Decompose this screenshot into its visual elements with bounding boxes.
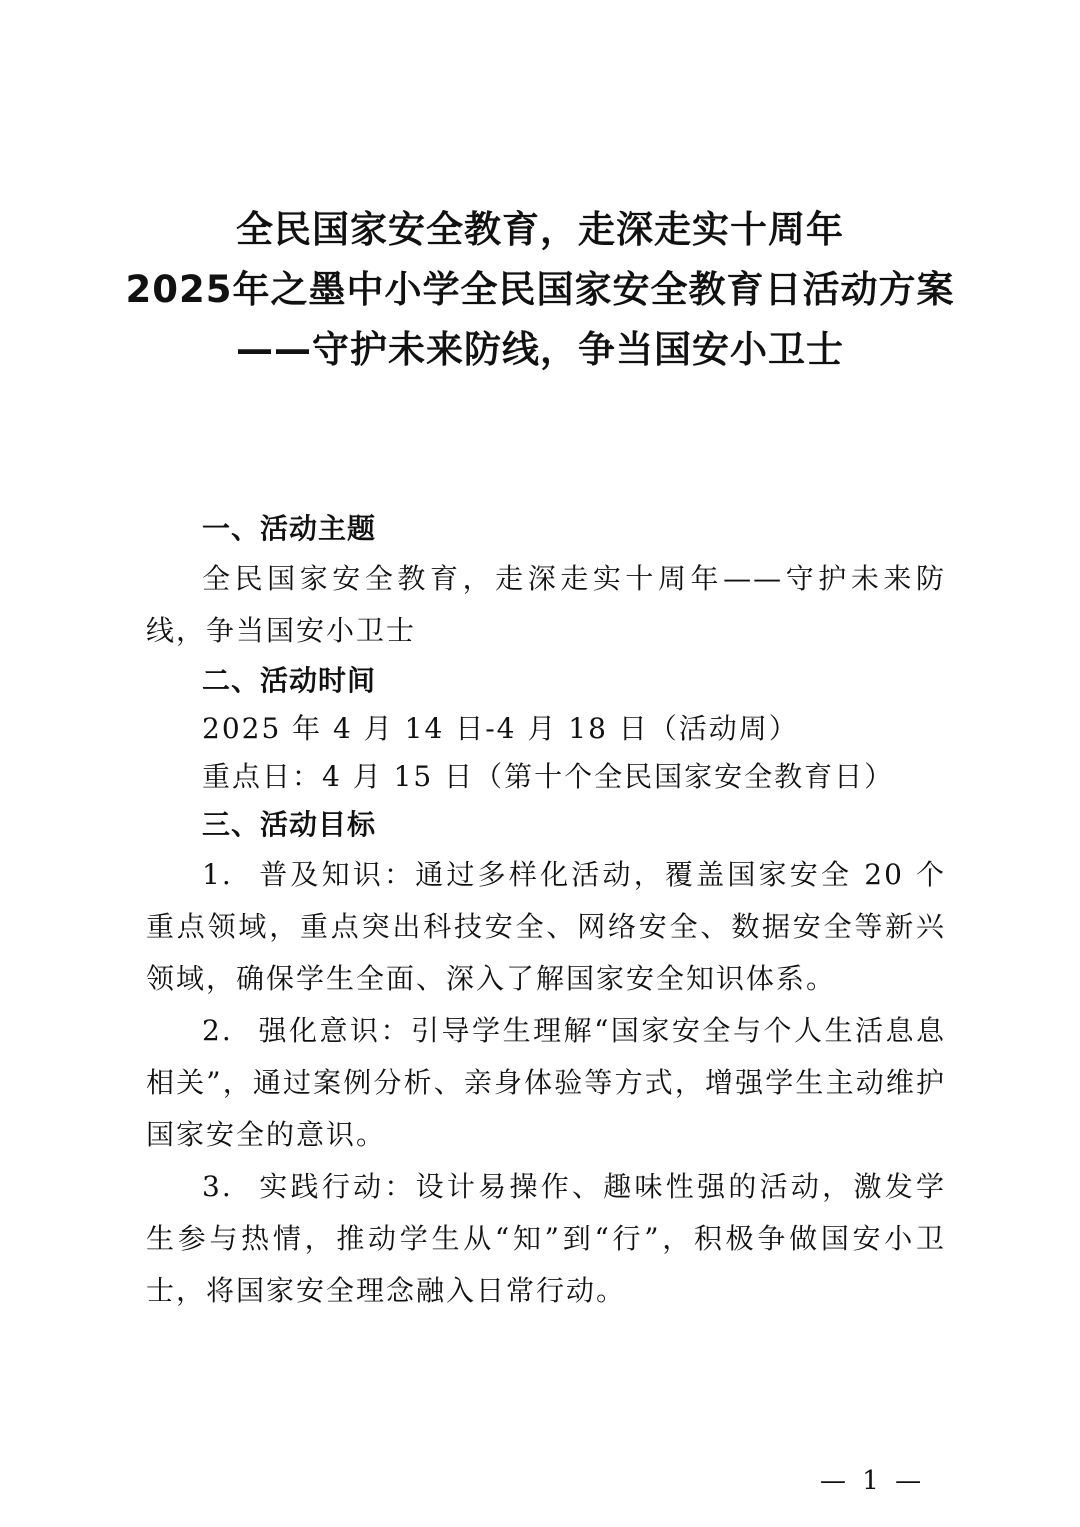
goal-number: 1. [202, 858, 233, 891]
title-line-2: 2025年之墨中小学全民国家安全教育日活动方案 [125, 268, 955, 311]
goal-number: 3. [202, 1170, 233, 1203]
document-title [0, 200, 1080, 380]
section-heading-goals: 三、活动目标 [202, 808, 377, 841]
title-line-3: ——守护未来防线，争当国安小卫士 [236, 328, 844, 371]
theme-paragraph: 全民国家安全教育，走深走实十周年——守护未来防线，争当国安小卫士 [146, 562, 946, 647]
time-range-line: 2025 年 4 月 14 日-4 月 18 日（活动周） [202, 712, 799, 745]
title-line-1: 全民国家安全教育，走深走实十周年 [236, 208, 844, 251]
goal-item [146, 1005, 946, 1161]
goal-item [146, 849, 946, 1005]
page-number: — 1 — [820, 1466, 926, 1496]
key-day-line: 重点日：4 月 15 日（第十个全民国家安全教育日） [202, 760, 895, 793]
goal-text: 普及知识：通过多样化活动，覆盖国家安全 20 个重点领域，重点突出科技安全、网络安全、数据安全等新兴领域，确保学生全面、深入了解国家安全知识体系。 [146, 858, 946, 995]
section-heading-time: 二、活动时间 [202, 664, 377, 697]
goal-number: 2. [202, 1014, 233, 1047]
goal-item [146, 1161, 946, 1317]
section-heading-theme: 一、活动主题 [202, 512, 377, 545]
goal-text: 强化意识：引导学生理解“国家安全与个人生活息息相关”，通过案例分析、亲身体验等方式，增强学生主动维护国家安全的意识。 [146, 1014, 946, 1151]
goal-text: 实践行动：设计易操作、趣味性强的活动，激发学生参与热情，推动学生从“知”到“行”，积极争做国安小卫士，将国家安全理念融入日常行动。 [146, 1170, 946, 1307]
document-body [146, 505, 946, 1317]
